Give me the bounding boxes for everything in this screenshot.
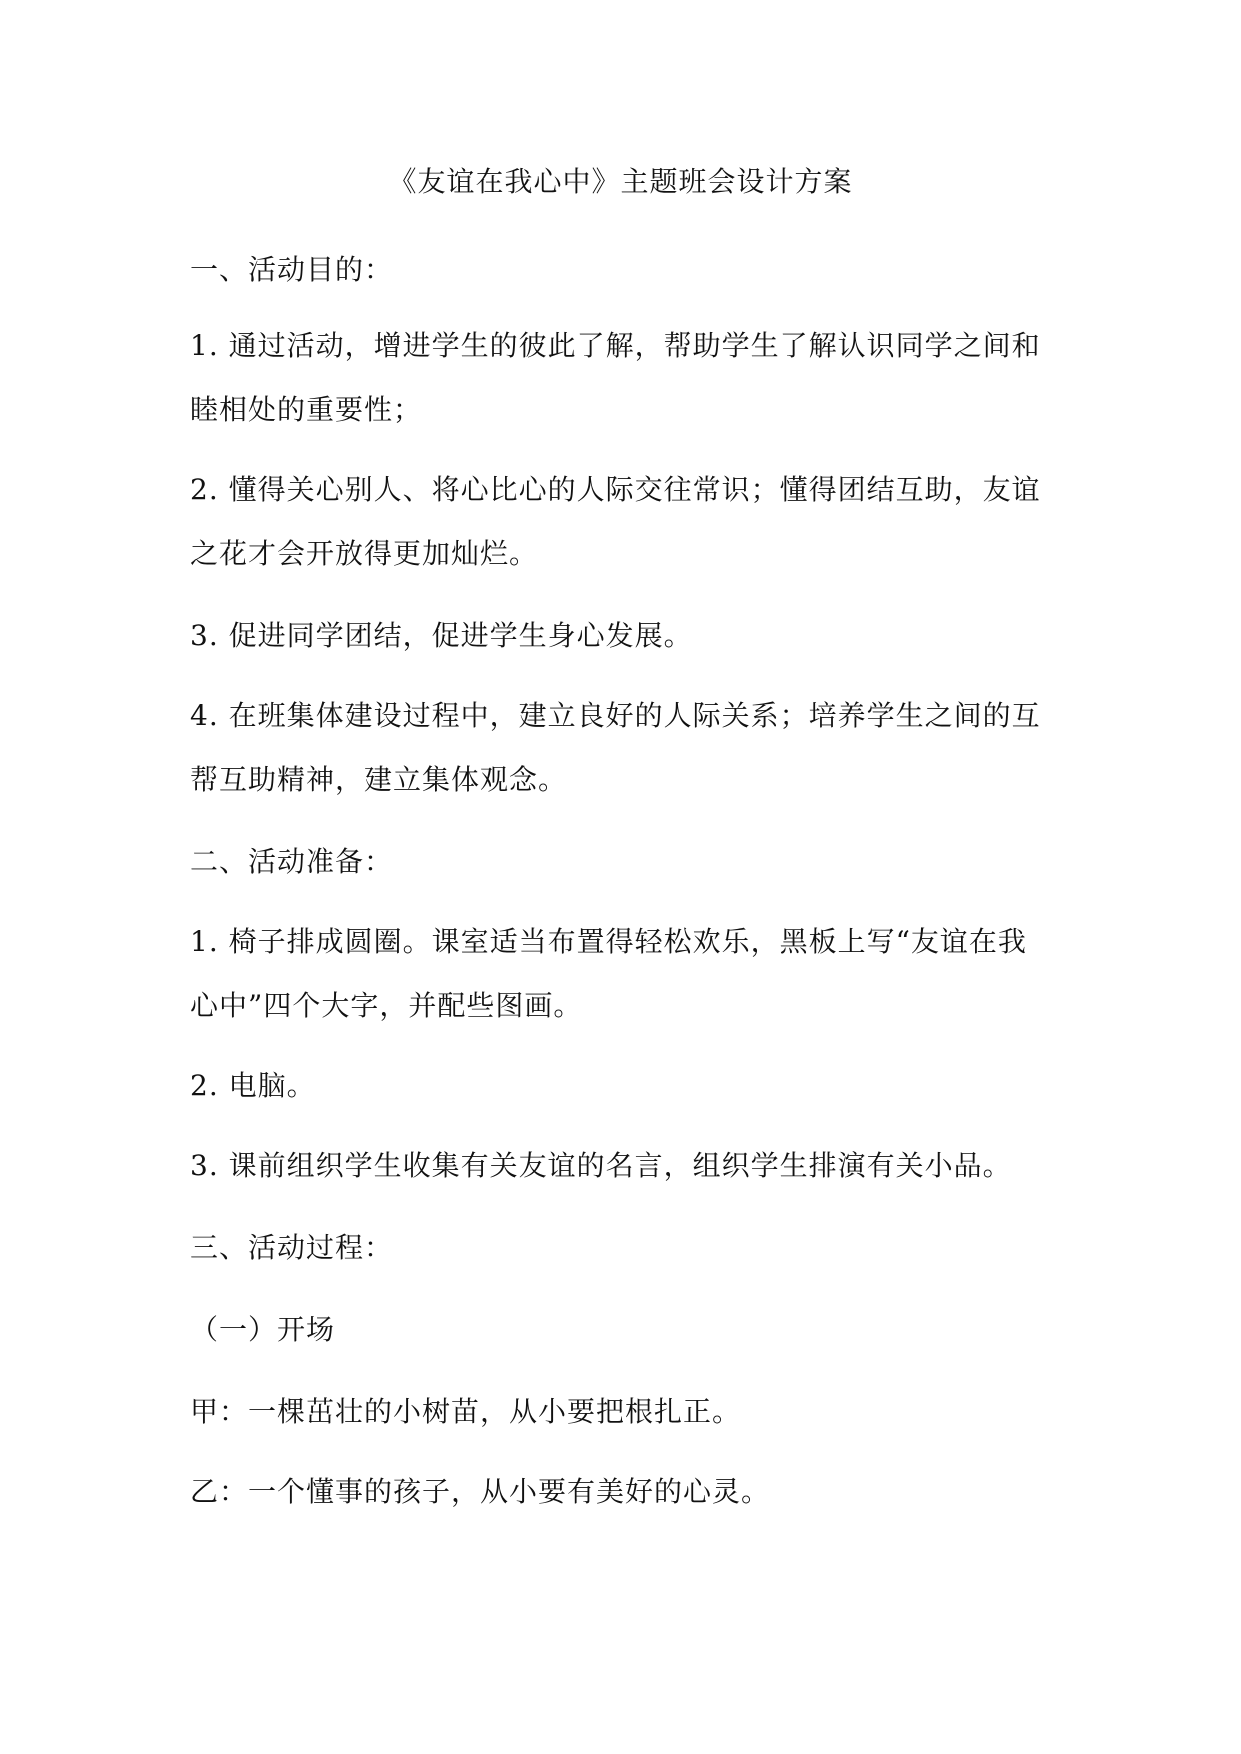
- paragraph-line: 心中”四个大字，并配些图画。: [190, 989, 583, 1022]
- dialogue-line: 甲：一棵茁壮的小树苗，从小要把根扎正。: [190, 1395, 742, 1428]
- section-heading-preparation: 二、活动准备：: [190, 845, 394, 878]
- paragraph-line: 之花才会开放得更加灿烂。: [190, 537, 539, 570]
- section-heading-purpose: 一、活动目的：: [190, 253, 394, 286]
- section-heading-process: 三、活动过程：: [190, 1231, 394, 1264]
- subsection-heading: （一）开场: [190, 1313, 336, 1346]
- paragraph-line: 4. 在班集体建设过程中，建立良好的人际关系；培养学生之间的互: [190, 699, 1041, 732]
- paragraph-line: 1. 椅子排成圆圈。课室适当布置得轻松欢乐，黑板上写“友谊在我: [190, 925, 1027, 958]
- document-title: 《友谊在我心中》主题班会设计方案: [388, 165, 853, 198]
- paragraph-line: 1. 通过活动，增进学生的彼此了解，帮助学生了解认识同学之间和: [190, 329, 1041, 362]
- paragraph-line: 帮互助精神，建立集体观念。: [190, 763, 568, 796]
- dialogue-line: 乙：一个懂事的孩子，从小要有美好的心灵。: [190, 1475, 771, 1508]
- paragraph-line: 3. 课前组织学生收集有关友谊的名言，组织学生排演有关小品。: [190, 1149, 1012, 1182]
- paragraph-line: 2. 电脑。: [190, 1069, 316, 1102]
- paragraph-line: 睦相处的重要性；: [190, 393, 423, 426]
- paragraph-line: 3. 促进同学团结，促进学生身心发展。: [190, 619, 693, 652]
- paragraph-line: 2. 懂得关心别人、将心比心的人际交往常识；懂得团结互助，友谊: [190, 473, 1041, 506]
